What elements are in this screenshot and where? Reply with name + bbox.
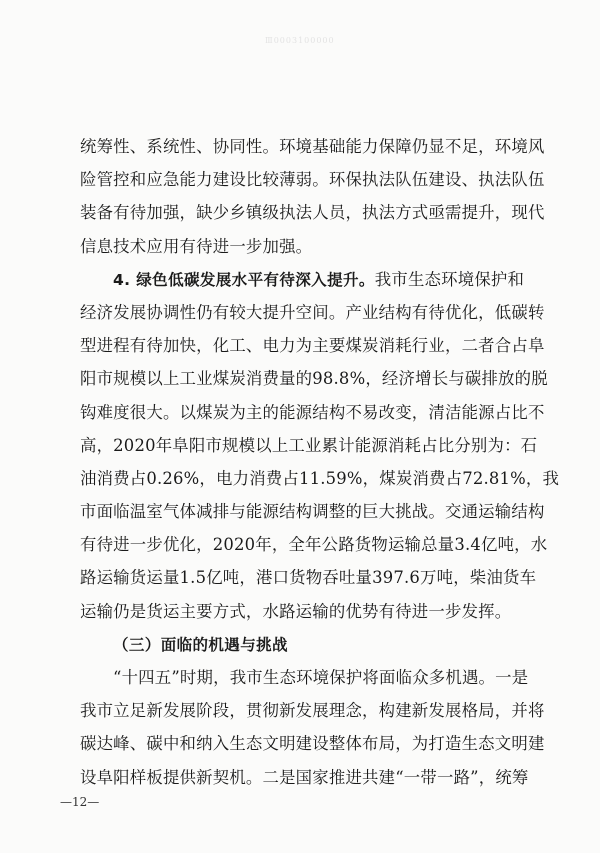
text-line: 统筹性、系统性、协同性。环境基础能力保障仍显不足，环境风 — [80, 137, 545, 156]
section-3-heading-line — [80, 628, 540, 661]
watermark-text: Ⅲ0003100000 — [265, 36, 335, 45]
text-line: 设阜阳样板提供新契机。二是国家推进共建“一带一路”，统筹 — [80, 767, 529, 787]
text-line: 装备有待加强，缺少乡镇级执法人员，执法方式亟需提升，现代 — [80, 203, 545, 223]
text-line: 碳达峰、碳中和纳入生态文明建设整体布局，为打造生态文明建 — [80, 734, 545, 754]
text-line: 运输仍是货运主要方式，水路运输的优势有待进一步发挥。 — [80, 601, 512, 621]
text-line: 路运输货运量1.5亿吨，港口货物吞吐量397.6万吨，柴油货车 — [80, 568, 537, 588]
text-line: 有待进一步优化，2020年，全年公路货物运输总量3.4亿吨，水 — [80, 535, 548, 555]
text-line: 我市立足新发展阶段，贯彻新发展理念，构建新发展格局，并将 — [80, 701, 545, 721]
text-line: 钩难度很大。以煤炭为主的能源结构不易改变，清洁能源占比不 — [80, 402, 545, 422]
text-line: 经济发展协调性仍有较大提升空间。产业结构有待优化，低碳转 — [80, 302, 545, 322]
text-line: “十四五”时期，我市生态环境保护将面临众多机遇。一是 — [113, 668, 529, 687]
page-number: —12— — [60, 795, 100, 809]
text-line: 信息技术应用有待进一步加强。 — [80, 236, 313, 256]
text-line: 型进程有待加快，化工、电力为主要煤炭消耗行业，二者合占阜 — [80, 336, 545, 356]
section-4-first-line — [80, 263, 540, 296]
text-line: 险管控和应急能力建设比较薄弱。环保执法队伍建设、执法队伍 — [80, 170, 545, 190]
section-4-first-line-text: 我市生态环境保护和 — [374, 269, 525, 289]
text-line: 高，2020年阜阳市规模以上工业累计能源消耗占比分别为：石 — [80, 435, 538, 455]
text-line: 市面临温室气体减排与能源结构调整的巨大挑战。交通运输结构 — [80, 502, 545, 522]
text-line: 油消费占0.26%，电力消费占11.59%，煤炭消费占72.81%，我 — [80, 468, 560, 488]
document-body — [80, 130, 560, 794]
section-3-heading: （三）面临的机遇与挑战 — [113, 635, 288, 654]
section-4-heading: 4. 绿色低碳发展水平有待深入提升。 — [113, 270, 375, 289]
text-line: 阳市规模以上工业煤炭消费量的98.8%，经济增长与碳排放的脱 — [80, 369, 548, 389]
